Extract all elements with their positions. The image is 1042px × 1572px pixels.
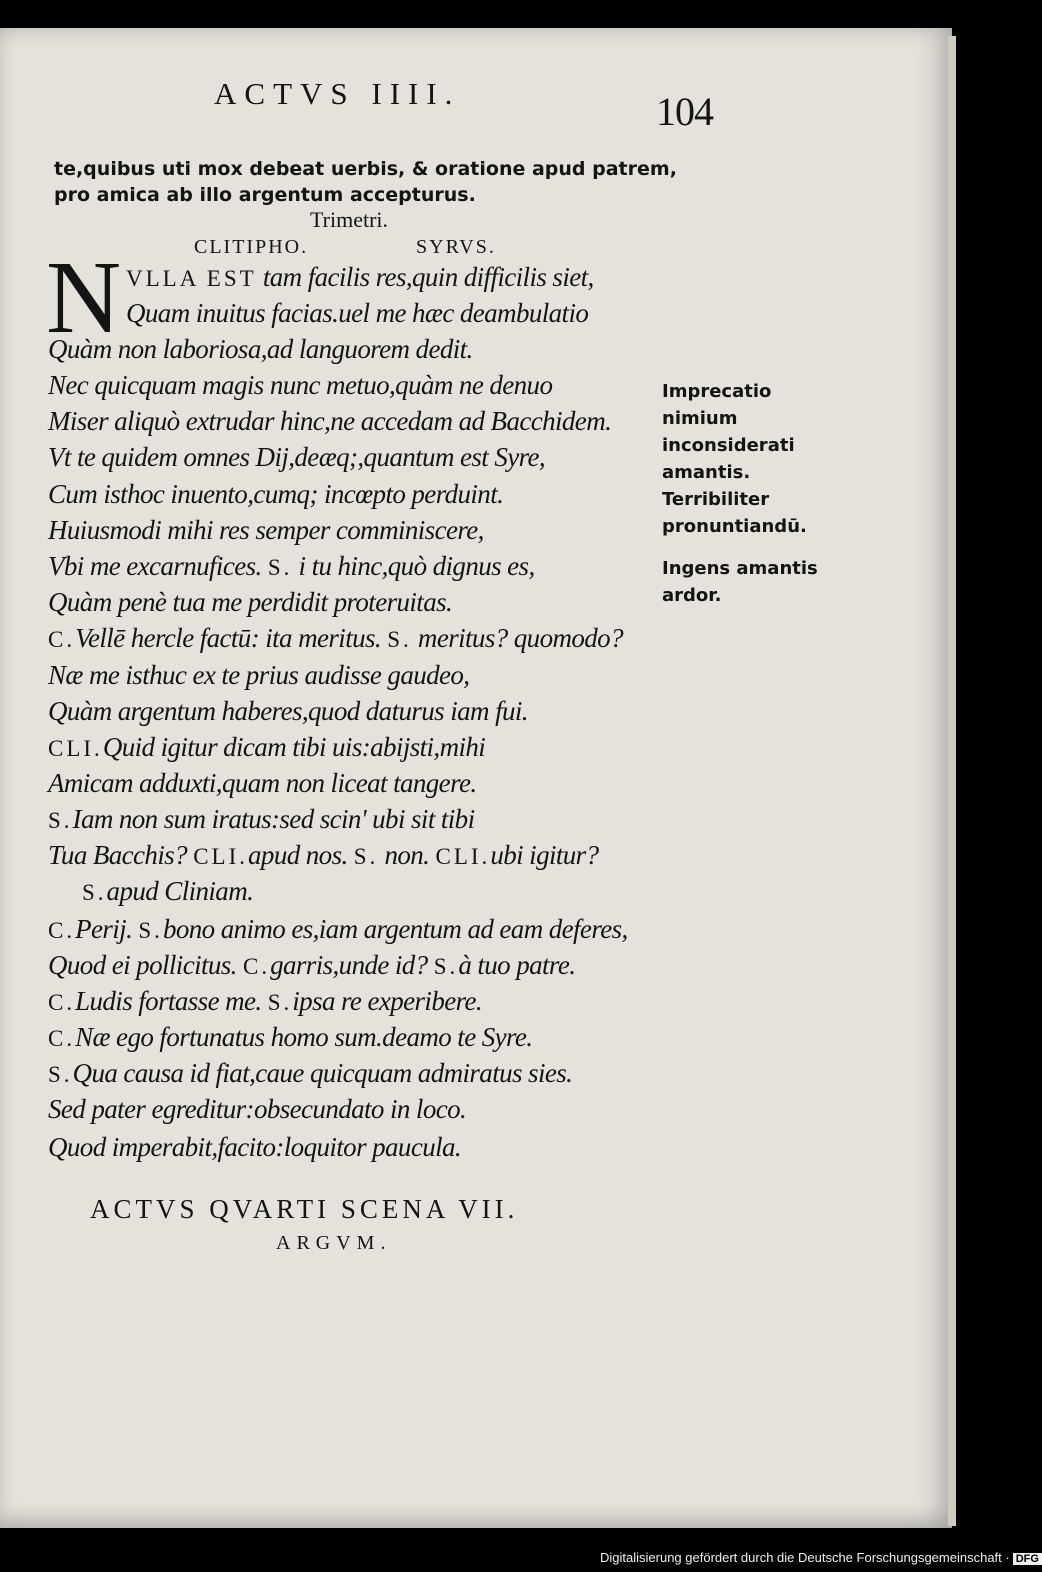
verse-line: Nec quicquam magis nunc metuo,quàm ne denuo: [48, 370, 553, 400]
meter-label: Trimetri.: [310, 207, 389, 232]
verse-text: meritus? quomodo?: [417, 623, 623, 653]
verse-text: Iam non sum iratus:sed scin' ubi sit tibi: [72, 804, 475, 834]
verse-line: [48, 623, 623, 654]
digitization-credit: [600, 1550, 1042, 1565]
verse-text: Qua causa id fiat,caue quicquam admiratus sies.: [72, 1058, 573, 1088]
verse-text: ubi igitur?: [490, 840, 599, 870]
verse-line: [48, 732, 485, 763]
verse-line: Quàm penè tua me perdidit proteruitas.: [48, 587, 453, 617]
speaker-label: CLI.: [435, 844, 491, 869]
drop-capital: N: [46, 240, 122, 355]
verse-line: Cum isthoc inuento,cumq; incœpto perduint.: [48, 479, 504, 509]
verse-line: [48, 551, 535, 582]
marginal-note: Ingens amantis ardor.: [662, 558, 818, 606]
speaker-label: S.: [353, 844, 379, 869]
verse-text: Perij.: [75, 914, 133, 944]
speaker-label: S.: [433, 954, 459, 979]
verse-text: Ludis fortasse me.: [75, 986, 262, 1016]
verse-line: [48, 840, 598, 871]
verse-line: [82, 876, 253, 907]
speaker-label: C.: [48, 918, 76, 943]
role-clitipho: CLITIPHO.: [194, 236, 309, 258]
verse-text: bono animo es,iam argentum ad eam deferes,: [162, 914, 628, 944]
speaker-label: S.: [387, 627, 412, 652]
verse-text: ipsa re experibere.: [292, 986, 483, 1016]
verse-line: [48, 950, 575, 981]
verse-text: Quod ei pollicitus.: [48, 950, 237, 980]
page-number: 104: [656, 89, 713, 134]
verse-line: [48, 914, 628, 945]
speaker-label: CLI.: [48, 736, 103, 761]
verse-text: Vbi me excarnufices.: [48, 551, 262, 581]
argument-line: pro amica ab illo argentum accepturus.: [54, 184, 476, 206]
dfg-logo: DFG: [1013, 1553, 1042, 1565]
verse-line: Næ me isthuc ex te prius audisse gaudeo,: [48, 660, 470, 690]
verse-line: Miser aliquò extrudar hinc,ne accedam ad Bacchidem.: [48, 406, 612, 436]
verse-text: i tu hinc,quò dignus es,: [298, 551, 535, 581]
verse-text: apud nos.: [248, 840, 348, 870]
verse-text: Næ ego fortunatus homo sum.deamo te Syre.: [75, 1022, 533, 1052]
credit-text: Digitalisierung gefördert durch die Deutsche Forschungsgemeinschaft ·: [600, 1550, 1010, 1565]
verse-line: [48, 1022, 532, 1053]
marginal-note: Imprecatio nimium inconsiderati amantis. Terribiliter pronuntiandū.: [662, 381, 807, 537]
verse-line: Sed pater egreditur:obsecundato in loco.: [48, 1094, 467, 1124]
verse-text: Vellē hercle factū: ita meritus.: [75, 623, 382, 653]
speaker-label: C.: [48, 1026, 76, 1051]
speaker-label: C.: [48, 990, 76, 1015]
verse-line: [126, 262, 594, 293]
verse-text: apud Cliniam.: [106, 876, 254, 906]
verse-line: Quod imperabit,facito:loquitor paucula.: [48, 1132, 462, 1162]
speaker-label: CLI.: [193, 844, 249, 869]
argument-heading: ARGVM.: [276, 1232, 392, 1254]
scene-heading: ACTVS QVARTI SCENA VII.: [90, 1194, 519, 1224]
role-syrus: SYRVS.: [416, 236, 496, 258]
speaker-label: S.: [48, 1062, 73, 1087]
verse-caps: VLLA EST: [126, 266, 257, 291]
speaker-label: S.: [267, 555, 293, 580]
verse-line: Huiusmodi mihi res semper comminiscere,: [48, 515, 484, 545]
verse-text: non.: [384, 840, 430, 870]
verse-text: garris,unde id?: [270, 950, 428, 980]
speaker-label: S.: [138, 918, 163, 943]
verse-text: Quid igitur dicam tibi uis:abijsti,mihi: [102, 732, 486, 762]
verse-line: [48, 1058, 572, 1089]
argument-line: te,quibus uti mox debeat uerbis, & oratione apud patrem,: [54, 158, 677, 180]
speaker-label: C.: [48, 627, 76, 652]
verse-line: Vt te quidem omnes Dij,deæq;,quantum est Syre,: [48, 442, 546, 472]
verse-line: [48, 986, 482, 1017]
verse-line: [48, 804, 474, 835]
verse-text: tam facilis res,quin difficilis siet,: [262, 262, 594, 292]
verse-line: Quàm argentum haberes,quod daturus iam fui.: [48, 696, 528, 726]
verse-line: Quàm non laboriosa,ad languorem dedit.: [48, 334, 473, 364]
page-edge: [948, 36, 956, 1526]
speaker-label: S.: [48, 808, 73, 833]
verse-text: à tuo patre.: [458, 950, 576, 980]
verse-line: Amicam adduxti,quam non liceat tangere.: [48, 768, 477, 798]
verse-text: Tua Bacchis?: [48, 840, 188, 870]
running-header: ACTVS IIII.: [214, 76, 461, 111]
speaker-label: S.: [82, 880, 107, 905]
speaker-label: C.: [243, 954, 271, 979]
speaker-label: S.: [267, 990, 293, 1015]
verse-line: Quam inuitus facias.uel me hæc deambulatio: [126, 298, 589, 328]
